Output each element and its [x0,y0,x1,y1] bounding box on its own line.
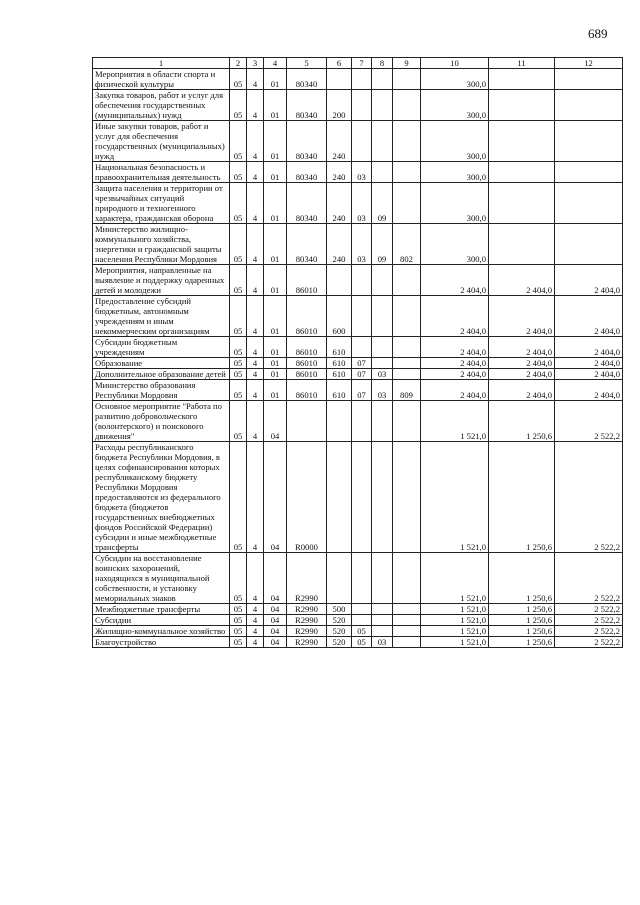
row-value-cell [352,265,372,296]
row-value-cell [555,224,623,265]
row-value-cell: 01 [264,337,287,358]
row-name-cell: Субсидии [93,615,230,626]
row-value-cell: 4 [247,380,264,401]
row-name-cell: Мероприятия, направленные на выявление и поддержку одаренных детей и молодежи [93,265,230,296]
row-value-cell: 520 [327,615,352,626]
row-value-cell: 240 [327,183,352,224]
header-cell: 1 [93,58,230,69]
header-cell: 8 [372,58,393,69]
row-value-cell: 1 250,6 [489,615,555,626]
row-value-cell: 2 404,0 [555,337,623,358]
row-value-cell: 2 404,0 [421,369,489,380]
row-value-cell: 05 [230,369,247,380]
table-row [93,358,623,369]
row-value-cell [393,442,421,553]
row-value-cell: 1 521,0 [421,637,489,648]
row-value-cell [489,224,555,265]
row-value-cell: 05 [230,615,247,626]
row-value-cell [393,615,421,626]
row-value-cell [555,183,623,224]
row-value-cell: 86010 [287,358,327,369]
row-value-cell [489,69,555,90]
row-value-cell: 2 404,0 [421,358,489,369]
header-cell: 2 [230,58,247,69]
row-value-cell: 2 522,2 [555,401,623,442]
table-row [93,553,623,604]
row-value-cell [352,90,372,121]
row-value-cell: 1 521,0 [421,401,489,442]
header-cell: 10 [421,58,489,69]
row-value-cell: 03 [352,183,372,224]
header-cell: 3 [247,58,264,69]
row-value-cell: 2 404,0 [489,265,555,296]
row-value-cell: 07 [352,358,372,369]
table-row [93,615,623,626]
row-value-cell: 4 [247,162,264,183]
header-cell: 12 [555,58,623,69]
row-value-cell [393,265,421,296]
budget-table [92,57,623,648]
row-value-cell [352,121,372,162]
row-value-cell [393,69,421,90]
row-value-cell: 610 [327,337,352,358]
row-name-cell: Предоставление субсидий бюджетным, автономным учреждениям и иным некоммерческим организациям [93,296,230,337]
row-value-cell: 80340 [287,69,327,90]
row-value-cell: 07 [352,380,372,401]
row-value-cell: 4 [247,442,264,553]
row-value-cell: 4 [247,615,264,626]
row-value-cell: 4 [247,90,264,121]
table-row [93,224,623,265]
row-value-cell: 300,0 [421,69,489,90]
row-value-cell: 300,0 [421,224,489,265]
table-row [93,90,623,121]
row-value-cell: 01 [264,69,287,90]
row-value-cell [393,162,421,183]
row-value-cell [352,401,372,442]
header-cell: 5 [287,58,327,69]
row-value-cell: 300,0 [421,90,489,121]
row-value-cell [555,90,623,121]
row-value-cell [372,265,393,296]
row-value-cell: 05 [230,296,247,337]
row-value-cell: 4 [247,553,264,604]
row-value-cell: 1 250,6 [489,604,555,615]
row-value-cell [372,442,393,553]
row-value-cell: 05 [230,265,247,296]
row-name-cell: Жилищно-коммунальное хозяйство [93,626,230,637]
row-value-cell: R0000 [287,442,327,553]
row-value-cell [372,337,393,358]
row-value-cell: 2 404,0 [421,265,489,296]
row-value-cell [327,69,352,90]
row-value-cell: 1 521,0 [421,626,489,637]
header-cell: 6 [327,58,352,69]
row-value-cell: 1 250,6 [489,401,555,442]
row-value-cell [372,90,393,121]
row-value-cell: R2990 [287,626,327,637]
row-value-cell: 4 [247,337,264,358]
row-value-cell: 4 [247,637,264,648]
row-value-cell: 240 [327,162,352,183]
row-value-cell: 4 [247,121,264,162]
row-value-cell: 2 404,0 [421,380,489,401]
table-row [93,69,623,90]
table-row [93,442,623,553]
row-value-cell [555,162,623,183]
row-name-cell: Мероприятия в области спорта и физической культуры [93,69,230,90]
table-row [93,604,623,615]
table-row [93,626,623,637]
row-value-cell: 2 522,2 [555,604,623,615]
row-value-cell: 802 [393,224,421,265]
row-value-cell: 500 [327,604,352,615]
row-name-cell: Национальная безопасность и правоохранительная деятельность [93,162,230,183]
row-value-cell: 2 404,0 [555,369,623,380]
row-value-cell: 2 404,0 [489,337,555,358]
row-value-cell: 2 404,0 [555,296,623,337]
row-value-cell: 2 522,2 [555,637,623,648]
row-value-cell [352,69,372,90]
row-value-cell: 01 [264,183,287,224]
row-value-cell [489,121,555,162]
row-value-cell: 600 [327,296,352,337]
row-value-cell [372,626,393,637]
row-value-cell: 80340 [287,121,327,162]
row-value-cell: 2 404,0 [421,296,489,337]
row-value-cell [393,358,421,369]
row-value-cell: 05 [230,358,247,369]
row-value-cell: 200 [327,90,352,121]
row-value-cell: 05 [230,553,247,604]
row-value-cell [352,615,372,626]
row-value-cell [393,337,421,358]
row-value-cell [393,637,421,648]
row-value-cell: 86010 [287,296,327,337]
row-value-cell: 01 [264,380,287,401]
row-value-cell: 300,0 [421,121,489,162]
row-value-cell: 300,0 [421,162,489,183]
row-value-cell: 1 521,0 [421,553,489,604]
row-name-cell: Субсидии бюджетным учреждениям [93,337,230,358]
row-value-cell: 240 [327,121,352,162]
row-value-cell: 1 250,6 [489,553,555,604]
row-value-cell: 86010 [287,265,327,296]
row-value-cell: 01 [264,90,287,121]
row-value-cell [489,90,555,121]
row-value-cell: 4 [247,604,264,615]
row-value-cell: 4 [247,224,264,265]
row-value-cell: 05 [230,401,247,442]
row-value-cell: 05 [352,626,372,637]
row-value-cell: 240 [327,224,352,265]
header-row [93,58,623,69]
table-row [93,369,623,380]
row-value-cell: 2 522,2 [555,442,623,553]
row-value-cell: R2990 [287,637,327,648]
row-value-cell: 09 [372,183,393,224]
row-value-cell [372,296,393,337]
row-value-cell: 4 [247,358,264,369]
row-value-cell [393,626,421,637]
row-value-cell: 03 [372,369,393,380]
row-value-cell [555,121,623,162]
row-value-cell: 05 [230,380,247,401]
row-value-cell: 80340 [287,162,327,183]
header-cell: 7 [352,58,372,69]
row-value-cell: 1 250,6 [489,442,555,553]
row-value-cell: 04 [264,615,287,626]
page-number: 689 [588,26,608,41]
row-value-cell [489,183,555,224]
row-name-cell: Основное мероприятие "Работа по развитию добровольческого (волонтерского) и поискового движения" [93,401,230,442]
row-value-cell: 1 250,6 [489,637,555,648]
row-value-cell: 4 [247,369,264,380]
row-value-cell: 1 521,0 [421,442,489,553]
row-value-cell: R2990 [287,615,327,626]
row-value-cell [489,162,555,183]
row-value-cell: 80340 [287,183,327,224]
row-value-cell: 4 [247,626,264,637]
row-value-cell [352,296,372,337]
table-row [93,401,623,442]
row-value-cell: 4 [247,69,264,90]
header-cell: 9 [393,58,421,69]
row-value-cell [372,615,393,626]
row-name-cell: Дополнительное образование детей [93,369,230,380]
row-value-cell: 2 404,0 [489,380,555,401]
row-value-cell: 2 522,2 [555,553,623,604]
row-value-cell: 2 404,0 [555,380,623,401]
row-value-cell: R2990 [287,604,327,615]
row-value-cell: 03 [372,380,393,401]
row-value-cell [352,442,372,553]
row-name-cell: Защита населения и территории от чрезвычайных ситуаций природного и техногенного характера, гражданская оборона [93,183,230,224]
row-value-cell: 05 [230,442,247,553]
row-name-cell: Благоустройство [93,637,230,648]
table-row [93,121,623,162]
row-value-cell: 4 [247,296,264,337]
row-value-cell: 01 [264,162,287,183]
row-value-cell [372,553,393,604]
row-value-cell [393,401,421,442]
row-value-cell [393,121,421,162]
row-value-cell: 4 [247,265,264,296]
row-value-cell: 05 [230,337,247,358]
row-value-cell [393,604,421,615]
row-value-cell [372,162,393,183]
row-value-cell [555,69,623,90]
row-value-cell [372,121,393,162]
row-value-cell: 2 404,0 [489,296,555,337]
row-value-cell: 01 [264,358,287,369]
row-value-cell: 01 [264,369,287,380]
row-value-cell [287,401,327,442]
row-value-cell: 2 404,0 [421,337,489,358]
row-value-cell: 2 404,0 [555,265,623,296]
row-value-cell: 86010 [287,369,327,380]
table-row [93,380,623,401]
row-value-cell: 2 404,0 [489,358,555,369]
row-value-cell: 1 521,0 [421,615,489,626]
row-value-cell: 610 [327,380,352,401]
row-value-cell: 04 [264,626,287,637]
row-value-cell: 1 521,0 [421,604,489,615]
row-name-cell: Расходы республиканского бюджета Республики Мордовия, в целях софинансирования которых республиканскому бюджету Республики Мордовия предоставляются из федерального бюджета (бюджетов государственных внебюджетных фондов Российской Федерации) субсидии и иные межбюджетные трансферты [93,442,230,553]
row-value-cell: 80340 [287,90,327,121]
row-value-cell [393,183,421,224]
row-value-cell: 01 [264,121,287,162]
row-value-cell: 520 [327,626,352,637]
row-name-cell: Министерство образования Республики Мордовия [93,380,230,401]
row-value-cell: 4 [247,183,264,224]
table-row [93,337,623,358]
row-value-cell: 05 [230,637,247,648]
row-value-cell [372,358,393,369]
row-value-cell: 03 [352,224,372,265]
row-value-cell: 04 [264,604,287,615]
row-name-cell: Межбюджетные трансферты [93,604,230,615]
header-cell: 11 [489,58,555,69]
row-value-cell: 05 [230,121,247,162]
row-value-cell: 03 [372,637,393,648]
row-value-cell: 05 [352,637,372,648]
row-value-cell [327,265,352,296]
row-value-cell [393,553,421,604]
row-value-cell: R2990 [287,553,327,604]
table-row [93,183,623,224]
row-value-cell: 03 [352,162,372,183]
row-value-cell: 05 [230,626,247,637]
row-value-cell: 86010 [287,380,327,401]
row-value-cell: 2 404,0 [555,358,623,369]
row-name-cell: Иные закупки товаров, работ и услуг для обеспечения государственных (муниципальных) нужд [93,121,230,162]
row-value-cell: 809 [393,380,421,401]
row-value-cell: 1 250,6 [489,626,555,637]
row-value-cell: 86010 [287,337,327,358]
table-row [93,265,623,296]
row-value-cell: 01 [264,265,287,296]
row-value-cell: 4 [247,401,264,442]
row-value-cell [393,90,421,121]
row-value-cell: 520 [327,637,352,648]
row-value-cell: 05 [230,224,247,265]
row-value-cell: 2 522,2 [555,626,623,637]
row-value-cell: 300,0 [421,183,489,224]
row-value-cell: 07 [352,369,372,380]
row-value-cell [372,401,393,442]
row-value-cell [352,604,372,615]
row-value-cell: 05 [230,604,247,615]
row-value-cell [327,442,352,553]
row-value-cell [352,553,372,604]
row-name-cell: Субсидии на восстановление воинских захоронений, находящихся в муниципальной собственности, и установку мемориальных знаков [93,553,230,604]
row-value-cell [393,369,421,380]
row-value-cell: 04 [264,442,287,553]
row-value-cell: 2 404,0 [489,369,555,380]
row-name-cell: Министерство жилищно-коммунального хозяйства, энергетики и гражданской защиты населения Республики Мордовия [93,224,230,265]
row-value-cell: 04 [264,637,287,648]
row-value-cell: 05 [230,90,247,121]
row-value-cell [327,553,352,604]
row-name-cell: Образование [93,358,230,369]
table-row [93,162,623,183]
row-value-cell: 04 [264,553,287,604]
row-value-cell [372,604,393,615]
row-value-cell: 04 [264,401,287,442]
row-value-cell: 01 [264,296,287,337]
row-value-cell [393,296,421,337]
row-value-cell: 610 [327,358,352,369]
row-value-cell: 01 [264,224,287,265]
row-value-cell: 05 [230,183,247,224]
row-value-cell: 80340 [287,224,327,265]
row-name-cell: Закупка товаров, работ и услуг для обеспечения государственных (муниципальных) нужд [93,90,230,121]
row-value-cell [327,401,352,442]
row-value-cell: 610 [327,369,352,380]
row-value-cell [352,337,372,358]
table-row [93,296,623,337]
row-value-cell: 09 [372,224,393,265]
row-value-cell [372,69,393,90]
row-value-cell: 05 [230,69,247,90]
row-value-cell: 2 522,2 [555,615,623,626]
table-row [93,637,623,648]
row-value-cell: 05 [230,162,247,183]
header-cell: 4 [264,58,287,69]
